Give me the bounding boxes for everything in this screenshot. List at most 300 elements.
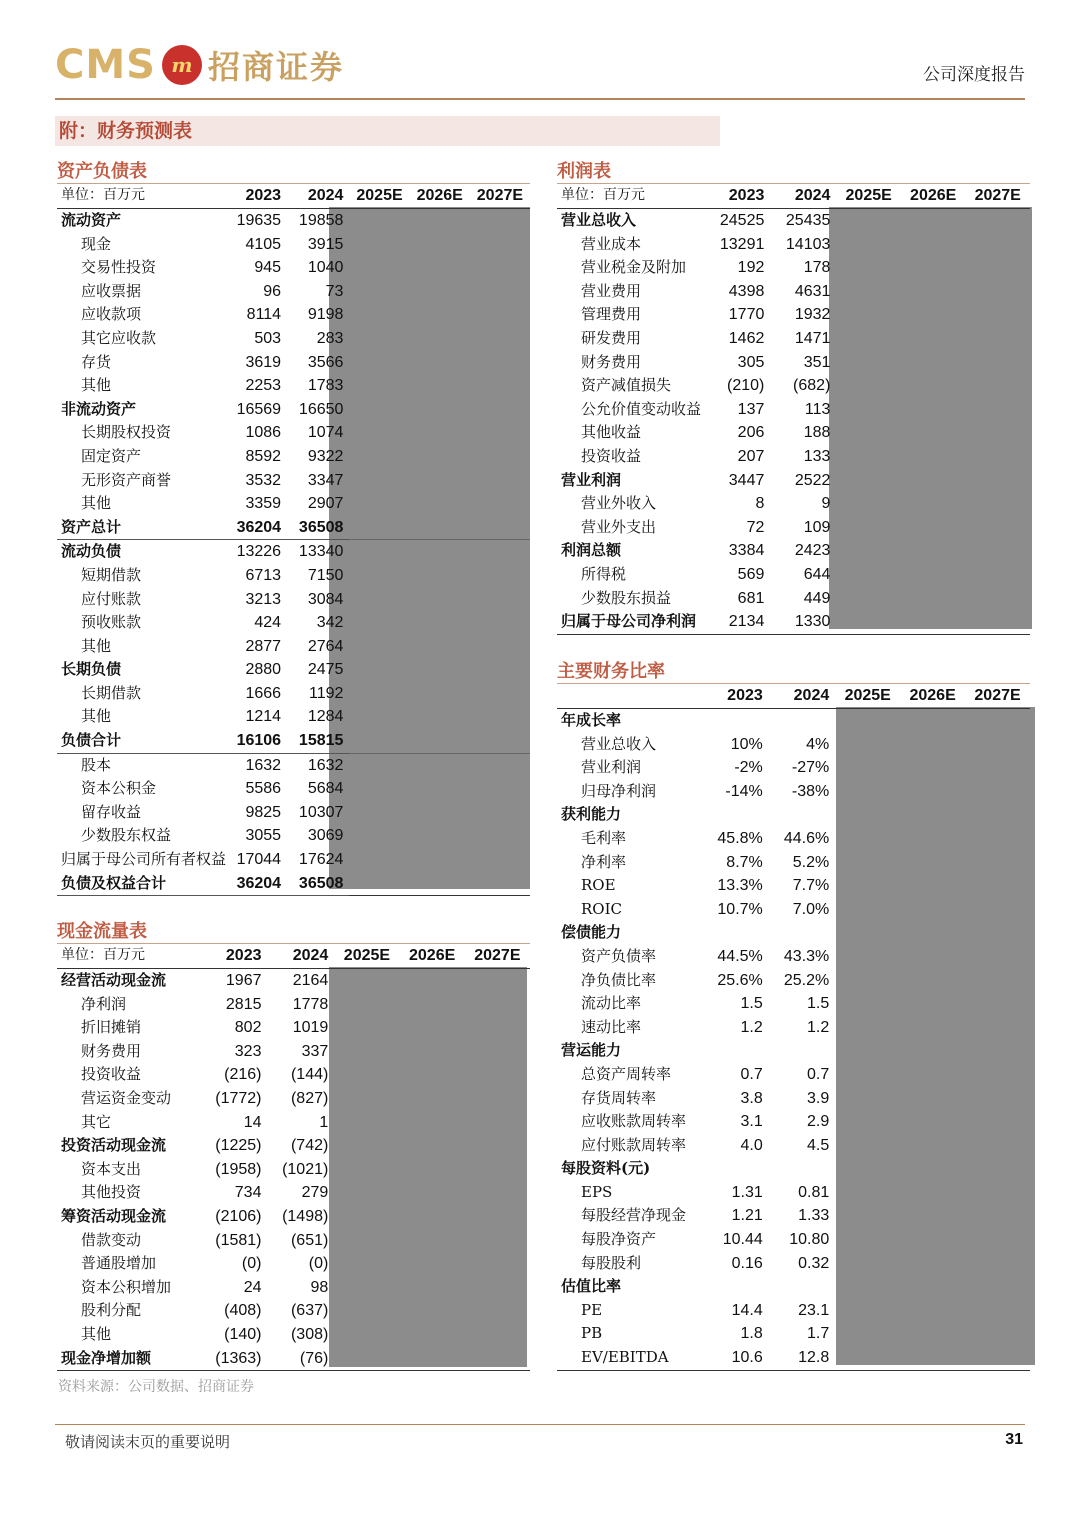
value-estimate-cell xyxy=(400,1040,465,1064)
row-label: 其他 xyxy=(81,636,112,655)
row-label: ROIC xyxy=(581,899,622,918)
table-row xyxy=(57,705,530,729)
row-label: 借款变动 xyxy=(81,1230,142,1249)
value-2024: 16650 xyxy=(298,400,344,418)
row-label: 资产负债率 xyxy=(581,946,657,965)
value-estimate-cell xyxy=(470,516,530,540)
table-row xyxy=(57,374,530,398)
cash-flow-title: 现金流量表 xyxy=(57,921,147,942)
value-estimate-cell xyxy=(349,469,409,493)
row-label: 每股经营净现金 xyxy=(581,1206,687,1225)
value-2023: 6713 xyxy=(245,566,282,584)
value-estimate-cell xyxy=(965,1346,1030,1370)
row-label: PE xyxy=(581,1300,603,1319)
value-estimate-cell xyxy=(900,1252,965,1276)
table-row xyxy=(557,780,1030,804)
value-2024: 279 xyxy=(301,1184,329,1202)
value-2023: 1.31 xyxy=(731,1183,763,1201)
value-estimate-cell xyxy=(835,1087,900,1111)
value-2024: 1284 xyxy=(307,708,344,726)
value-estimate-cell xyxy=(835,827,900,851)
value-estimate-cell xyxy=(465,1063,530,1087)
row-label: 应付账款 xyxy=(81,589,142,608)
value-2024: 1330 xyxy=(794,613,831,631)
row-label: 负债及权益合计 xyxy=(57,872,226,896)
value-estimate-cell xyxy=(965,827,1030,851)
value-estimate-cell xyxy=(470,848,530,872)
value-estimate-cell xyxy=(836,421,901,445)
table-row xyxy=(57,1134,530,1158)
value-estimate-cell xyxy=(835,1110,900,1134)
row-label: 其他投资 xyxy=(81,1183,142,1202)
row-label: 少数股东权益 xyxy=(81,826,172,845)
value-estimate-cell xyxy=(465,1299,530,1323)
value-2024: 5684 xyxy=(307,780,344,798)
table-row xyxy=(557,303,1030,327)
table-row xyxy=(557,1275,1030,1299)
table-bottom-rule xyxy=(57,896,530,901)
year-header: 2027E xyxy=(465,944,530,969)
value-2023: 24 xyxy=(243,1278,262,1296)
value-2024: 1.5 xyxy=(807,995,830,1013)
value-2023: 3384 xyxy=(728,542,765,560)
value-estimate-cell xyxy=(334,1229,399,1253)
value-2023: 8592 xyxy=(245,447,282,465)
value-estimate-cell xyxy=(835,992,900,1016)
value-estimate-cell xyxy=(349,256,409,280)
value-2023: 1666 xyxy=(245,684,282,702)
value-estimate-cell xyxy=(465,1040,530,1064)
value-2023: 1770 xyxy=(728,306,765,324)
value-estimate-cell xyxy=(470,492,530,516)
value-2024: 1778 xyxy=(292,995,329,1013)
value-estimate-cell xyxy=(400,969,465,993)
table-row xyxy=(57,564,530,588)
row-label: 其它 xyxy=(81,1112,112,1131)
row-label: 营业成本 xyxy=(581,234,642,253)
value-2024: 188 xyxy=(803,424,831,442)
value-2024: -38% xyxy=(791,782,830,800)
value-estimate-cell xyxy=(334,1347,399,1371)
value-estimate-cell xyxy=(400,1134,465,1158)
value-estimate-cell xyxy=(965,1322,1030,1346)
year-header: 2026E xyxy=(400,944,465,969)
value-estimate-cell xyxy=(965,233,1030,257)
row-label: 短期借款 xyxy=(81,565,142,584)
value-estimate-cell xyxy=(835,1204,900,1228)
table-row xyxy=(557,492,1030,516)
value-estimate-cell xyxy=(965,256,1030,280)
value-estimate-cell xyxy=(836,209,901,233)
value-estimate-cell xyxy=(901,469,966,493)
table-row xyxy=(57,848,530,872)
value-estimate-cell xyxy=(965,992,1030,1016)
value-2023: 1632 xyxy=(226,753,287,777)
row-label: EPS xyxy=(581,1182,613,1201)
value-estimate-cell xyxy=(470,705,530,729)
value-estimate-cell xyxy=(465,1323,530,1347)
year-header: 2024 xyxy=(287,184,349,209)
value-estimate-cell xyxy=(334,1252,399,1276)
value-estimate-cell xyxy=(901,351,966,375)
value-2024: 36508 xyxy=(287,516,349,540)
table-row xyxy=(557,709,1030,733)
value-2023: 945 xyxy=(254,259,282,277)
value-estimate-cell xyxy=(900,1063,965,1087)
row-label: 资本公积金 xyxy=(81,779,157,798)
value-estimate-cell xyxy=(900,756,965,780)
value-estimate-cell xyxy=(349,303,409,327)
value-estimate-cell xyxy=(836,539,901,563)
value-2024: 2475 xyxy=(307,661,344,679)
value-2023: 1.21 xyxy=(731,1207,763,1225)
table-row xyxy=(557,280,1030,304)
value-estimate-cell xyxy=(410,777,470,801)
value-estimate-cell xyxy=(410,635,470,659)
value-estimate-cell xyxy=(835,1016,900,1040)
value-estimate-cell xyxy=(901,539,966,563)
value-estimate-cell xyxy=(349,658,409,682)
value-estimate-cell xyxy=(349,421,409,445)
table-row xyxy=(57,1040,530,1064)
year-header: 2025E xyxy=(334,944,399,969)
value-2024: 1.33 xyxy=(798,1207,830,1225)
row-label: 营业利润 xyxy=(561,470,622,489)
value-estimate-cell xyxy=(349,611,409,635)
value-estimate-cell xyxy=(400,1087,465,1111)
value-estimate-cell xyxy=(965,280,1030,304)
table-row xyxy=(557,469,1030,493)
value-2023: 24525 xyxy=(719,212,765,229)
table-row xyxy=(57,682,530,706)
value-estimate-cell xyxy=(334,1205,399,1229)
row-label: 非流动资产 xyxy=(61,399,137,418)
value-2023: 36204 xyxy=(226,872,287,896)
value-estimate-cell xyxy=(965,445,1030,469)
table-header-row xyxy=(57,944,530,969)
value-estimate-cell xyxy=(965,351,1030,375)
value-2023: (1958) xyxy=(215,1160,262,1178)
value-estimate-cell xyxy=(410,658,470,682)
table-row xyxy=(557,1299,1030,1323)
table-header-row xyxy=(557,684,1030,709)
row-label: 资本公积增加 xyxy=(81,1277,172,1296)
value-estimate-cell xyxy=(835,1039,900,1063)
value-2024 xyxy=(769,921,835,945)
value-estimate-cell xyxy=(410,374,470,398)
row-label: 股本 xyxy=(57,753,226,777)
value-2024 xyxy=(769,803,835,827)
value-estimate-cell xyxy=(349,209,409,233)
value-estimate-cell xyxy=(965,921,1030,945)
value-estimate-cell xyxy=(965,874,1030,898)
value-estimate-cell xyxy=(465,1016,530,1040)
value-estimate-cell xyxy=(349,327,409,351)
table-row xyxy=(557,421,1030,445)
value-estimate-cell xyxy=(836,492,901,516)
value-estimate-cell xyxy=(965,1275,1030,1299)
table-row xyxy=(57,303,530,327)
value-2024: 0.7 xyxy=(807,1065,830,1083)
table-row xyxy=(57,611,530,635)
value-2023: 96 xyxy=(263,282,282,300)
value-estimate-cell xyxy=(835,1181,900,1205)
value-2024: 43.3% xyxy=(783,947,830,965)
value-estimate-cell xyxy=(900,921,965,945)
table-row xyxy=(557,1087,1030,1111)
value-2023: 16106 xyxy=(226,729,287,753)
value-2024: -27% xyxy=(791,759,830,777)
value-2024: 1019 xyxy=(292,1019,329,1037)
value-estimate-cell xyxy=(334,1087,399,1111)
value-2024: 9322 xyxy=(307,447,344,465)
value-2023: 192 xyxy=(737,259,765,277)
value-2023: 3447 xyxy=(728,471,765,489)
table-row xyxy=(557,851,1030,875)
table-row xyxy=(57,1158,530,1182)
value-2023: 1.5 xyxy=(740,995,763,1013)
value-estimate-cell xyxy=(410,280,470,304)
value-2024: 283 xyxy=(316,329,344,347)
table-row xyxy=(557,1016,1030,1040)
balance-sheet-title: 资产负债表 xyxy=(57,161,147,182)
value-estimate-cell xyxy=(334,1181,399,1205)
value-estimate-cell xyxy=(836,587,901,611)
table-row xyxy=(57,753,530,777)
value-estimate-cell xyxy=(965,1016,1030,1040)
value-estimate-cell xyxy=(965,1299,1030,1323)
value-2024: 4631 xyxy=(794,282,831,300)
value-estimate-cell xyxy=(965,1204,1030,1228)
value-2024: 4% xyxy=(806,735,830,753)
table-row xyxy=(57,993,530,1017)
value-estimate-cell xyxy=(965,1252,1030,1276)
row-label: 净利率 xyxy=(581,852,627,871)
value-estimate-cell xyxy=(835,969,900,993)
value-estimate-cell xyxy=(349,233,409,257)
value-estimate-cell xyxy=(470,374,530,398)
value-2023: 1.8 xyxy=(740,1325,763,1343)
value-estimate-cell xyxy=(900,969,965,993)
value-estimate-cell xyxy=(349,351,409,375)
value-estimate-cell xyxy=(465,1181,530,1205)
value-2024: 449 xyxy=(803,589,831,607)
value-2023: (0) xyxy=(241,1255,262,1273)
value-estimate-cell xyxy=(349,540,409,564)
row-label: 应付账款周转率 xyxy=(581,1135,687,1154)
value-2024: 9198 xyxy=(307,306,344,324)
value-2023: (140) xyxy=(224,1325,262,1343)
value-2024: 4.5 xyxy=(807,1136,830,1154)
value-2023: 0.16 xyxy=(731,1254,763,1272)
value-2024: 1.2 xyxy=(807,1018,830,1036)
value-2024: 113 xyxy=(804,400,831,418)
row-label: 估值比率 xyxy=(561,1277,622,1296)
value-2023: 8114 xyxy=(246,306,282,324)
value-estimate-cell xyxy=(400,1323,465,1347)
row-label: 其他 xyxy=(81,376,112,395)
value-estimate-cell xyxy=(965,1157,1030,1181)
row-label: 营业外收入 xyxy=(581,494,657,513)
value-2024: 3069 xyxy=(307,827,344,845)
table-row xyxy=(57,801,530,825)
row-label: 营业利润 xyxy=(581,758,642,777)
row-label: 营运能力 xyxy=(561,1041,622,1060)
table-row xyxy=(57,1205,530,1229)
value-2023: 8.7% xyxy=(726,853,763,871)
table-row xyxy=(57,635,530,659)
value-estimate-cell xyxy=(835,874,900,898)
table-bottom-rule-cell xyxy=(57,896,530,901)
value-2023: 2877 xyxy=(245,637,282,655)
value-2023: (2106) xyxy=(215,1207,262,1225)
value-estimate-cell xyxy=(410,421,470,445)
unit-label: 单位：百万元 xyxy=(557,184,706,209)
value-estimate-cell xyxy=(835,945,900,969)
year-header: 2027E xyxy=(965,684,1030,709)
value-2024: 3915 xyxy=(307,235,344,253)
value-estimate-cell xyxy=(470,682,530,706)
value-2024: (0) xyxy=(308,1255,329,1273)
value-estimate-cell xyxy=(470,564,530,588)
value-estimate-cell xyxy=(410,801,470,825)
table-row xyxy=(557,1228,1030,1252)
row-label: 其他 xyxy=(81,494,112,513)
value-estimate-cell xyxy=(901,256,966,280)
value-2023: (216) xyxy=(224,1066,262,1084)
value-2023: 3.1 xyxy=(740,1113,763,1131)
value-estimate-cell xyxy=(965,303,1030,327)
table-row xyxy=(57,209,530,233)
row-label: ROE xyxy=(581,876,616,895)
row-label: 存货 xyxy=(81,352,112,371)
value-estimate-cell xyxy=(965,756,1030,780)
value-estimate-cell xyxy=(349,445,409,469)
value-estimate-cell xyxy=(965,709,1030,733)
value-estimate-cell xyxy=(900,1322,965,1346)
page-header xyxy=(55,38,1025,100)
value-estimate-cell xyxy=(349,848,409,872)
value-2024: 1632 xyxy=(287,753,349,777)
value-2023: 9825 xyxy=(245,803,282,821)
row-label: 营业税金及附加 xyxy=(581,258,687,277)
value-estimate-cell xyxy=(334,1063,399,1087)
value-2024: 342 xyxy=(316,614,344,632)
value-2024: 644 xyxy=(803,565,831,583)
value-2023: 36204 xyxy=(226,516,287,540)
value-2023: 305 xyxy=(737,353,765,371)
value-estimate-cell xyxy=(410,303,470,327)
value-estimate-cell xyxy=(470,872,530,896)
value-2023: 503 xyxy=(254,329,282,347)
row-label: 所得税 xyxy=(581,564,627,583)
value-estimate-cell xyxy=(470,824,530,848)
value-estimate-cell xyxy=(470,753,530,777)
value-2023: 323 xyxy=(234,1042,262,1060)
value-2024: (682) xyxy=(793,377,831,395)
row-label: 投资收益 xyxy=(581,446,642,465)
value-estimate-cell xyxy=(465,1276,530,1300)
row-label: 其他收益 xyxy=(581,423,642,442)
value-estimate-cell xyxy=(410,327,470,351)
value-estimate-cell xyxy=(965,1039,1030,1063)
value-estimate-cell xyxy=(334,1040,399,1064)
value-estimate-cell xyxy=(410,398,470,422)
value-estimate-cell xyxy=(349,753,409,777)
row-label: 投资收益 xyxy=(81,1065,142,1084)
value-estimate-cell xyxy=(836,351,901,375)
table-row xyxy=(557,1063,1030,1087)
value-estimate-cell xyxy=(349,801,409,825)
table-row xyxy=(557,539,1030,563)
value-estimate-cell xyxy=(410,824,470,848)
row-label: 应收票据 xyxy=(81,281,142,300)
value-estimate-cell xyxy=(965,516,1030,540)
table-row xyxy=(57,540,530,564)
row-label: 存货周转率 xyxy=(581,1088,657,1107)
value-estimate-cell xyxy=(900,1275,965,1299)
value-estimate-cell xyxy=(470,209,530,233)
table-row xyxy=(557,610,1030,634)
value-estimate-cell xyxy=(901,421,966,445)
row-label: 归属于母公司所有者权益 xyxy=(61,850,227,869)
value-2024: (308) xyxy=(290,1325,329,1343)
table-row xyxy=(57,327,530,351)
value-2024: 23.1 xyxy=(798,1301,830,1319)
logo-company-name: 招商证券 xyxy=(207,48,344,86)
year-header: 2025E xyxy=(349,184,409,209)
row-label: 营业费用 xyxy=(581,281,642,300)
row-label: 每股资料(元) xyxy=(561,1159,651,1178)
table-row xyxy=(557,992,1030,1016)
row-label: 净利润 xyxy=(81,994,127,1013)
row-label: 长期股权投资 xyxy=(81,423,172,442)
table-row xyxy=(557,445,1030,469)
value-2024: (76) xyxy=(299,1349,329,1367)
row-label: 偿债能力 xyxy=(561,923,622,942)
value-estimate-cell xyxy=(835,851,900,875)
year-header: 2024 xyxy=(769,684,835,709)
value-estimate-cell xyxy=(900,1181,965,1205)
value-estimate-cell xyxy=(836,280,901,304)
value-estimate-cell xyxy=(410,540,470,564)
value-2024: 25.2% xyxy=(783,971,830,989)
value-estimate-cell xyxy=(400,1063,465,1087)
table-row xyxy=(57,1299,530,1323)
value-estimate-cell xyxy=(900,945,965,969)
value-estimate-cell xyxy=(410,256,470,280)
value-2023: 1086 xyxy=(245,424,282,442)
year-header: 2023 xyxy=(202,944,267,969)
value-estimate-cell xyxy=(900,874,965,898)
value-2023: 45.8% xyxy=(717,829,763,847)
value-estimate-cell xyxy=(349,398,409,422)
value-estimate-cell xyxy=(349,682,409,706)
value-estimate-cell xyxy=(900,780,965,804)
value-estimate-cell xyxy=(901,445,966,469)
value-estimate-cell xyxy=(901,209,966,233)
row-label: 交易性投资 xyxy=(81,258,157,277)
value-estimate-cell xyxy=(900,992,965,1016)
value-estimate-cell xyxy=(901,587,966,611)
row-label: 研发费用 xyxy=(581,328,642,347)
value-estimate-cell xyxy=(836,327,901,351)
value-estimate-cell xyxy=(410,682,470,706)
table-row xyxy=(57,1347,530,1371)
value-estimate-cell xyxy=(410,564,470,588)
value-estimate-cell xyxy=(334,1016,399,1040)
value-2024: 13340 xyxy=(287,540,349,564)
